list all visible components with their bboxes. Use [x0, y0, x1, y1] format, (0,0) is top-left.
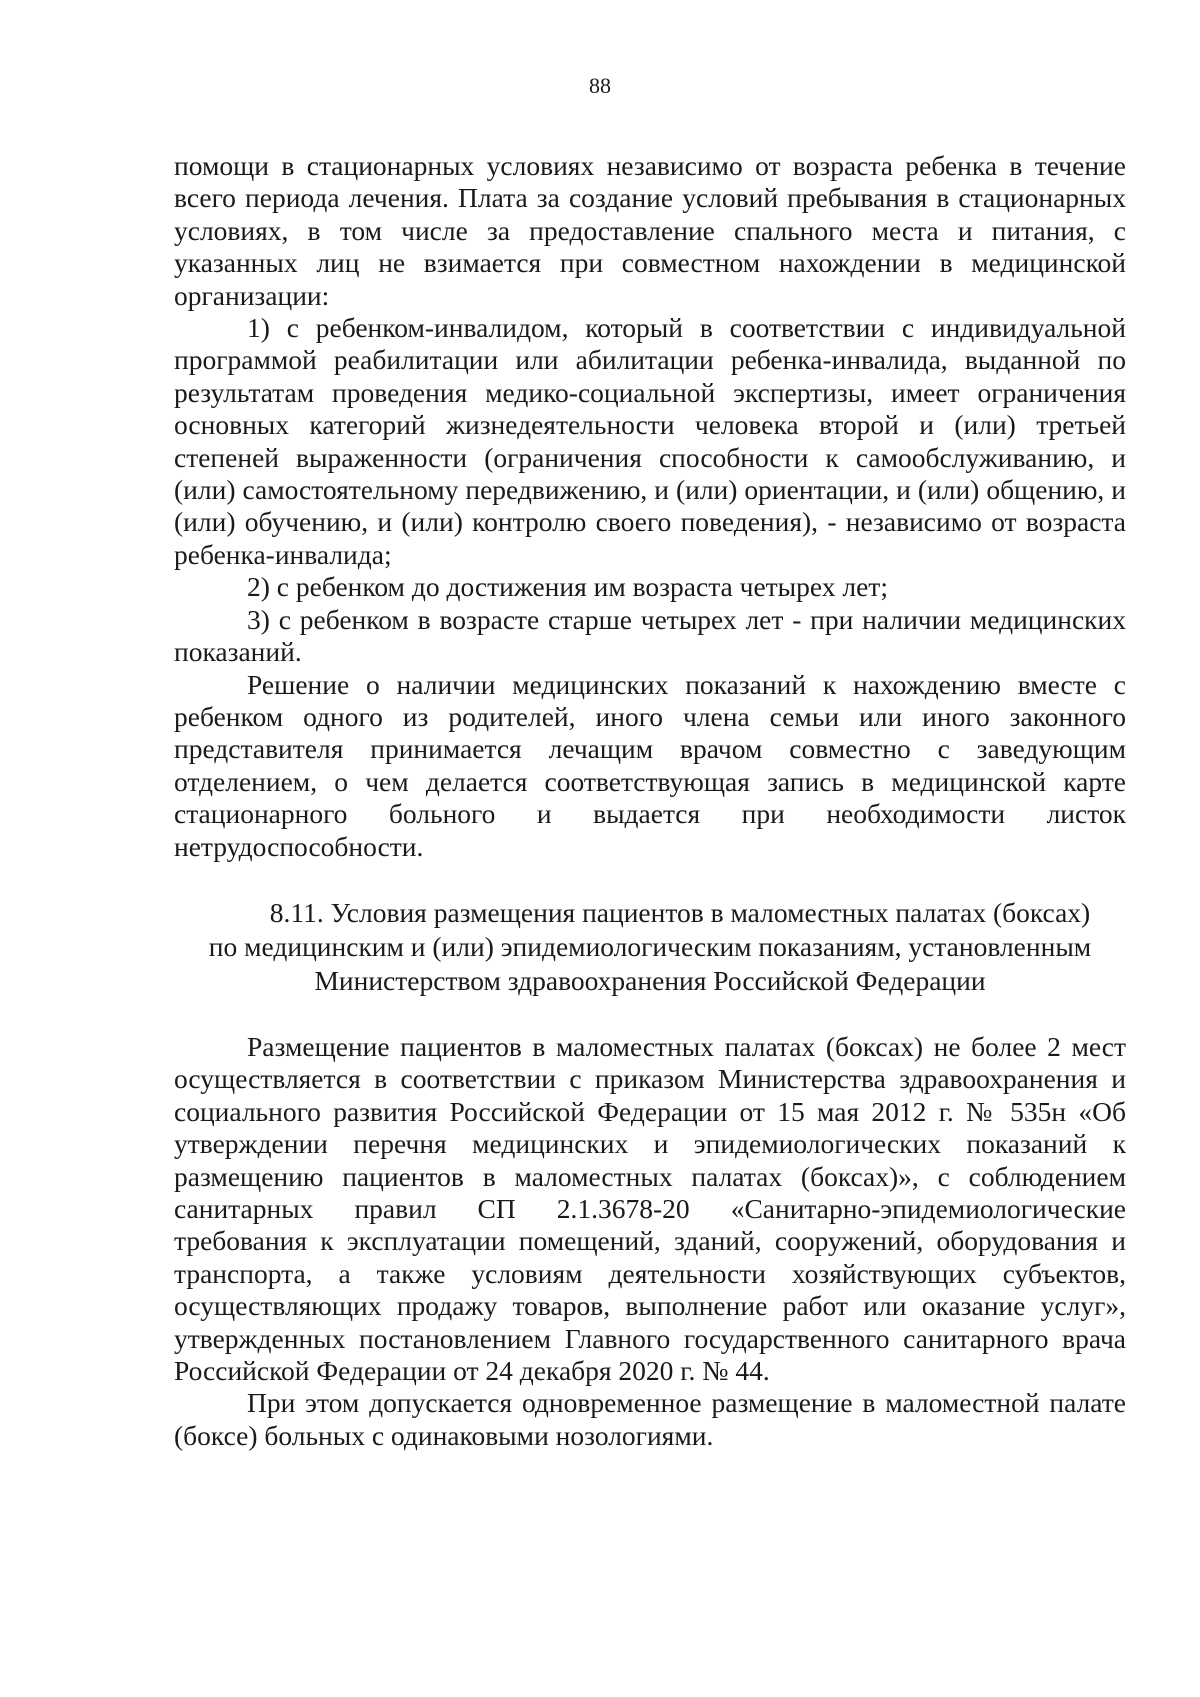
list-item-3: 3) с ребенком в возрасте старше четырех лет - при наличии медицинских показаний.	[174, 603, 1126, 668]
list-item-2: 2) с ребенком до достижения им возраста четырех лет;	[247, 571, 888, 603]
paragraph-decision: Решение о наличии медицинских показаний к нахождению вместе с ребенком одного из родителей, иного члена семьи или иного законного представителя принимается лечащим врачом совместно с заведующим отделением, о чем делается соответствующая запись в медицинской карте стационарного больного и выдается при необходимости листок нетрудоспособности.	[174, 668, 1126, 862]
section-heading	[174, 896, 1126, 998]
heading-line-1: 8.11. Условия размещения пациентов в маломестных палатах (боксах)	[269, 897, 1091, 928]
heading-line-3: Министерством здравоохранения Российской Федерации	[314, 965, 986, 996]
page-number: 88	[589, 73, 611, 98]
paragraph-continuation: помощи в стационарных условиях независимо от возраста ребенка в течение всего периода лечения. Плата за создание условий пребывания в стационарных условиях, в том числе за предоставление спального места и питания, с указанных лиц не взимается при совместном нахождении в медицинской организации:	[174, 150, 1126, 311]
section-1-body	[174, 150, 1126, 863]
section-2-body	[174, 1031, 1126, 1452]
heading-line-2: по медицинским и (или) эпидемиологическим показаниям, установленным	[208, 931, 1092, 962]
paragraph-simultaneous: При этом допускается одновременное размещение в маломестной палате (боксе) больных с одинаковыми нозологиями.	[174, 1387, 1126, 1451]
paragraph-placement: Размещение пациентов в маломестных палатах (боксах) не более 2 мест осуществляется в соответствии с приказом Министерства здравоохранения и социального развития Российской Федерации от 15 мая 2012 г. № 535н «Об утверждении перечня медицинских и эпидемиологических показаний к размещению пациентов в маломестных палатах (боксах)», с соблюдением санитарных правил СП 2.1.3678-20 «Санитарно-эпидемиологические требования к эксплуатации помещений, зданий, сооружений, оборудования и транспорта, а также условиям деятельности хозяйствующих субъектов, осуществляющих продажу товаров, выполнение работ или оказание услуг», утвержденных постановлением Главного государственного санитарного врача Российской Федерации от 24 декабря 2020 г. № 44.	[174, 1031, 1126, 1387]
list-item-1: 1) с ребенком-инвалидом, который в соответствии с индивидуальной программой реабилитации или абилитации ребенка-инвалида, выданной по результатам проведения медико-социальной экспертизы, имеет ограничения основных категорий жизнедеятельности человека второй и (или) третьей степеней выраженности (ограничения способности к самообслуживанию, и (или) самостоятельному передвижению, и (или) ориентации, и (или) общению, и (или) обучению, и (или) контролю своего поведения), - независимо от возраста ребенка-инвалида;	[174, 312, 1126, 570]
